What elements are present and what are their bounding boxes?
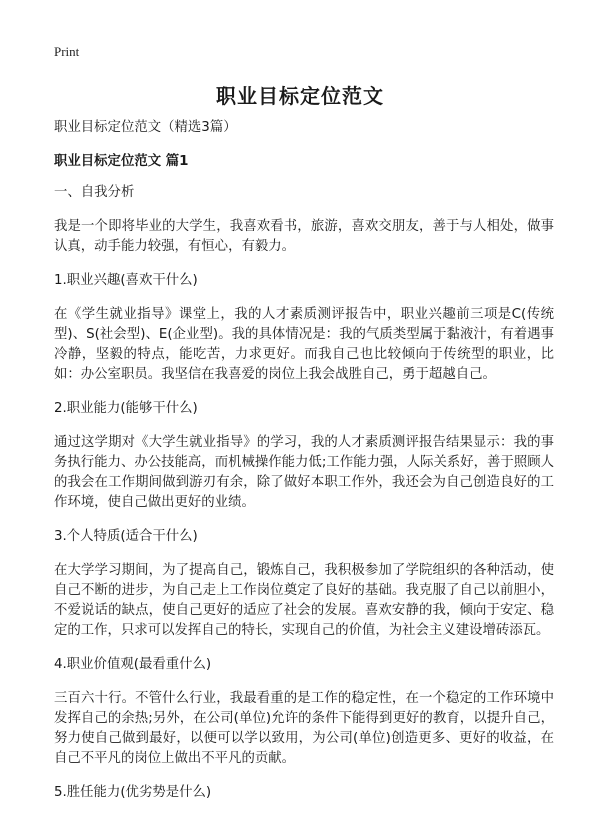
paragraph: 通过这学期对《大学生就业指导》的学习，我的人才素质测评报告结果显示：我的事务执行能力、办公技能高，而机械操作能力低;工作能力强，人际关系好，善于照顾人的我会在工作期间做到游刃有余，除了做好本职工作外，我还会为自己创造良好的工作环境，使自己做出更好的业绩。: [54, 435, 554, 510]
paragraph: 我是一个即将毕业的大学生，我喜欢看书，旅游，喜欢交朋友，善于与人相处，做事认真，动手能力较强，有恒心，有毅力。: [54, 219, 554, 254]
article-heading: 职业目标定位范文 篇1: [54, 154, 189, 169]
print-label: Print: [54, 44, 80, 59]
paragraph: 三百六十行。不管什么行业，我最看重的是工作的稳定性，在一个稳定的工作环境中发挥自己的余热;另外，在公司(单位)允许的条件下能得到更好的教育，以提升自己，努力使自己做到最好，以便可以学以致用，为公司(单位)创造更多、更好的收益，在自己不平凡的岗位上做出不平凡的贡献。: [54, 691, 554, 766]
section-title: 2.职业能力(能够干什么): [54, 401, 198, 416]
paragraph: 在《学生就业指导》课堂上，我的人才素质测评报告中，职业兴趣前三项是C(传统型)、S(社会型)、E(企业型)。我的具体情况是：我的气质类型属于黏液汁，有着遇事冷静，坚毅的特点，能吃苦，力求更好。而我自己也比较倾向于传统型的职业，比如：办公室职员。我坚信在我喜爱的岗位上我会战胜自己，勇于超越自己。: [54, 307, 554, 382]
section-title: 1.职业兴趣(喜欢干什么): [54, 273, 198, 288]
section-title: 3.个人特质(适合干什么): [54, 529, 198, 544]
document-title: 职业目标定位范文: [216, 84, 384, 108]
paragraph: 在大学学习期间，为了提高自己，锻炼自己，我积极参加了学院组织的各种活动，使自己不断的进步，为自己走上工作岗位奠定了良好的基础。我克服了自己以前胆小，不爱说话的缺点，使自己更好的适应了社会的发展。喜欢安静的我，倾向于安定、稳定的工作，只求可以发挥自己的特长，实现自己的价值，为社会主义建设增砖添瓦。: [54, 563, 554, 638]
document-body: [54, 118, 554, 817]
document-subtitle: 职业目标定位范文（精选3篇）: [54, 120, 237, 135]
section-title: 一、自我分析: [54, 185, 135, 200]
section-title: 4.职业价值观(最看重什么): [54, 657, 212, 672]
section-title: 5.胜任能力(优劣势是什么): [54, 785, 212, 800]
